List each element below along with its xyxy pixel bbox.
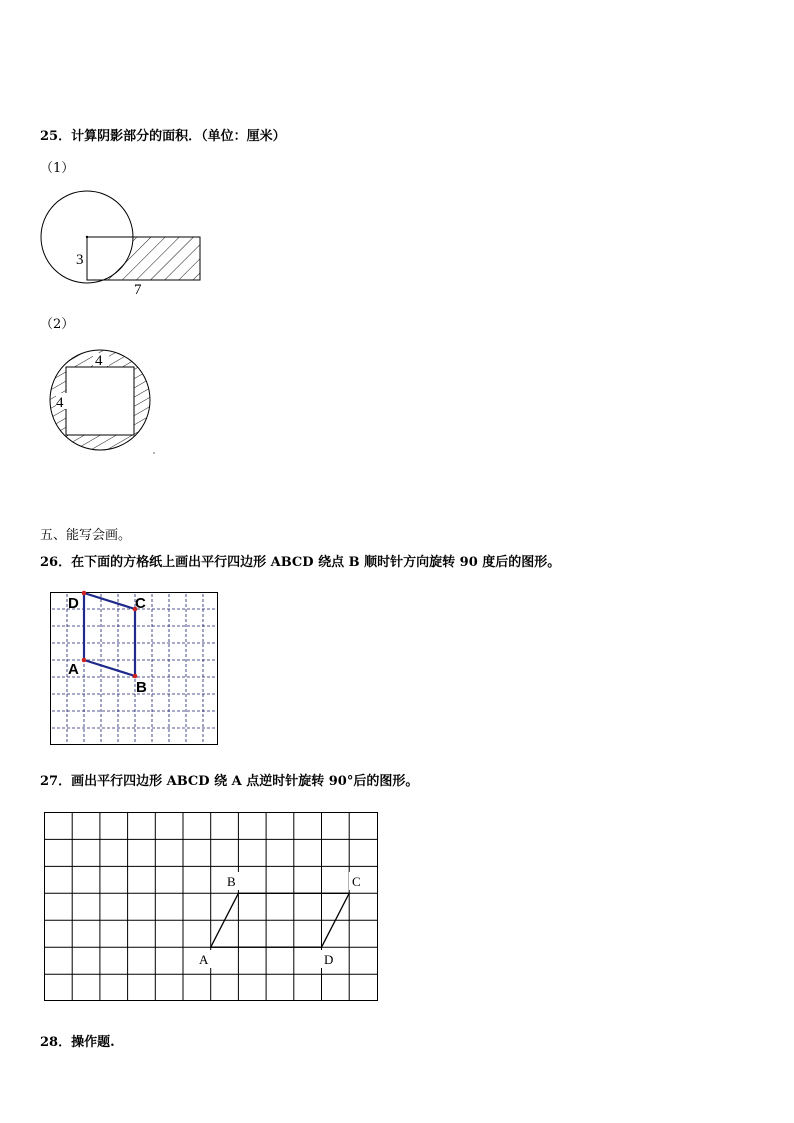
q25-part1-label: （1） (40, 161, 75, 176)
label-b: B (227, 874, 236, 889)
solid-grid (45, 812, 378, 1001)
q26-title: 26．在下面的方格纸上画出平行四边形 ABCD 绕点 B 顺时针方向旋转 90 度后的图形。 (40, 555, 561, 570)
q25-title: 25．计算阴影部分的面积．（单位：厘米） (40, 129, 286, 144)
q25-figure-1 (38, 180, 238, 300)
length-label: 7 (134, 282, 142, 298)
label-c: C (352, 874, 361, 889)
vertex-d (82, 591, 87, 596)
vertex-b (133, 674, 138, 679)
q26-grid-figure (50, 592, 220, 746)
section5-title: 五、能写会画。 (40, 528, 132, 543)
q25-part2-label: （2） (40, 317, 75, 332)
q27-title: 27．画出平行四边形 ABCD 绕 A 点逆时针旋转 90°后的图形。 (40, 774, 419, 789)
label-d: D (324, 952, 334, 967)
side-label: 4 (56, 395, 64, 411)
vertex-a (82, 658, 87, 663)
label-c: C (135, 595, 146, 612)
label-b: B (136, 679, 147, 696)
label-a: A (68, 661, 79, 678)
q28-title: 28．操作题. (40, 1035, 115, 1050)
top-label: 4 (95, 353, 103, 369)
inner-square (66, 367, 134, 435)
label-a: A (199, 952, 209, 967)
radius-label: 3 (76, 252, 84, 268)
q27-grid-figure (44, 810, 384, 1005)
label-d: D (68, 595, 79, 612)
q25-figure-2 (48, 345, 178, 465)
